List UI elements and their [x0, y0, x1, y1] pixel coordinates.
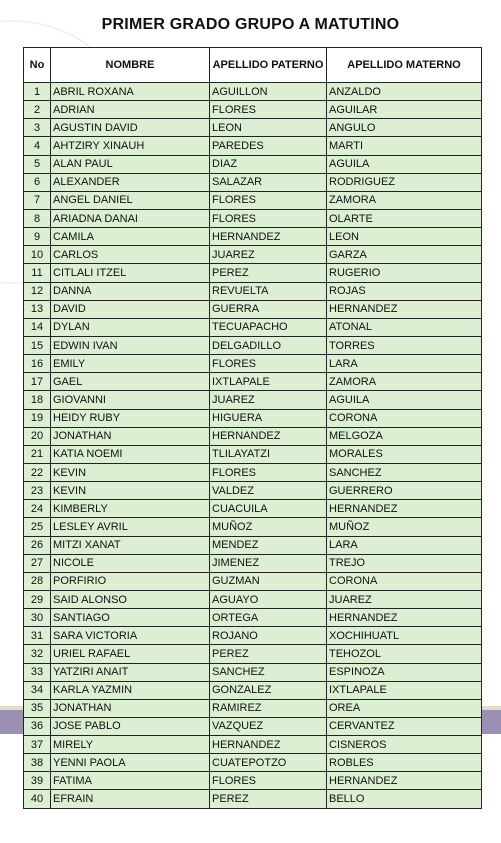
table-row: [24, 173, 482, 191]
cell-apellido-materno: OREA: [327, 699, 482, 717]
table-row: [24, 318, 482, 336]
cell-no: 8: [24, 209, 51, 227]
cell-nombre: KATIA NOEMI: [51, 445, 210, 463]
table-row: [24, 590, 482, 608]
table-row: [24, 282, 482, 300]
cell-apellido-paterno: GUZMAN: [210, 572, 327, 590]
table-row: [24, 681, 482, 699]
cell-no: 3: [24, 119, 51, 137]
cell-no: 2: [24, 101, 51, 119]
cell-nombre: AGUSTIN DAVID: [51, 119, 210, 137]
page-title: PRIMER GRADO GRUPO A MATUTINO: [101, 16, 400, 33]
cell-apellido-materno: CORONA: [327, 572, 482, 590]
cell-nombre: ANGEL DANIEL: [51, 191, 210, 209]
table-row: [24, 717, 482, 735]
cell-apellido-paterno: PAREDES: [210, 137, 327, 155]
cell-nombre: HEIDY RUBY: [51, 409, 210, 427]
cell-apellido-paterno: HERNANDEZ: [210, 228, 327, 246]
cell-nombre: CITLALI ITZEL: [51, 264, 210, 282]
cell-nombre: KEVIN: [51, 482, 210, 500]
cell-no: 40: [24, 790, 51, 808]
cell-nombre: KEVIN: [51, 463, 210, 481]
cell-no: 19: [24, 409, 51, 427]
cell-apellido-materno: XOCHIHUATL: [327, 627, 482, 645]
table-row: [24, 463, 482, 481]
cell-no: 31: [24, 627, 51, 645]
cell-nombre: AHTZIRY XINAUH: [51, 137, 210, 155]
cell-no: 36: [24, 717, 51, 735]
cell-apellido-paterno: VAZQUEZ: [210, 717, 327, 735]
cell-no: 20: [24, 427, 51, 445]
cell-no: 14: [24, 318, 51, 336]
cell-apellido-materno: CISNEROS: [327, 736, 482, 754]
cell-nombre: ADRIAN: [51, 101, 210, 119]
table-row: [24, 409, 482, 427]
cell-no: 37: [24, 736, 51, 754]
table-row: [24, 663, 482, 681]
table-row: [24, 336, 482, 354]
cell-no: 12: [24, 282, 51, 300]
cell-nombre: SARA VICTORIA: [51, 627, 210, 645]
cell-apellido-paterno: FLORES: [210, 101, 327, 119]
cell-nombre: EFRAIN: [51, 790, 210, 808]
cell-no: 7: [24, 191, 51, 209]
cell-nombre: JONATHAN: [51, 427, 210, 445]
table-row: [24, 101, 482, 119]
cell-apellido-paterno: AGUAYO: [210, 590, 327, 608]
cell-apellido-materno: GUERRERO: [327, 482, 482, 500]
cell-no: 28: [24, 572, 51, 590]
cell-apellido-materno: LEON: [327, 228, 482, 246]
cell-apellido-paterno: LEON: [210, 119, 327, 137]
cell-apellido-materno: ROJAS: [327, 282, 482, 300]
cell-apellido-materno: TREJO: [327, 554, 482, 572]
table-row: [24, 355, 482, 373]
cell-apellido-paterno: TLILAYATZI: [210, 445, 327, 463]
cell-apellido-paterno: GONZALEZ: [210, 681, 327, 699]
cell-apellido-paterno: GUERRA: [210, 300, 327, 318]
cell-apellido-materno: TEHOZOL: [327, 645, 482, 663]
cell-nombre: GIOVANNI: [51, 391, 210, 409]
cell-apellido-paterno: TECUAPACHO: [210, 318, 327, 336]
cell-apellido-paterno: SALAZAR: [210, 173, 327, 191]
table-row: [24, 83, 482, 101]
cell-apellido-materno: LARA: [327, 355, 482, 373]
cell-no: 26: [24, 536, 51, 554]
cell-nombre: YATZIRI ANAIT: [51, 663, 210, 681]
cell-apellido-paterno: REVUELTA: [210, 282, 327, 300]
cell-apellido-materno: LARA: [327, 536, 482, 554]
table-row: [24, 228, 482, 246]
cell-nombre: PORFIRIO: [51, 572, 210, 590]
cell-nombre: ALAN PAUL: [51, 155, 210, 173]
cell-apellido-paterno: MENDEZ: [210, 536, 327, 554]
cell-apellido-paterno: DIAZ: [210, 155, 327, 173]
cell-no: 21: [24, 445, 51, 463]
table-row: [24, 536, 482, 554]
cell-apellido-materno: HERNANDEZ: [327, 300, 482, 318]
cell-apellido-materno: AGUILA: [327, 155, 482, 173]
cell-nombre: MIRELY: [51, 736, 210, 754]
cell-nombre: MITZI XANAT: [51, 536, 210, 554]
cell-nombre: JONATHAN: [51, 699, 210, 717]
cell-apellido-materno: JUAREZ: [327, 590, 482, 608]
cell-apellido-paterno: HERNANDEZ: [210, 736, 327, 754]
table-row: [24, 500, 482, 518]
cell-apellido-materno: RUGERIO: [327, 264, 482, 282]
cell-no: 16: [24, 355, 51, 373]
cell-apellido-materno: CERVANTEZ: [327, 717, 482, 735]
table-row: [24, 209, 482, 227]
cell-no: 18: [24, 391, 51, 409]
cell-apellido-materno: ANZALDO: [327, 83, 482, 101]
cell-no: 10: [24, 246, 51, 264]
cell-no: 27: [24, 554, 51, 572]
table-row: [24, 609, 482, 627]
cell-apellido-materno: ROBLES: [327, 754, 482, 772]
table-row: [24, 736, 482, 754]
cell-nombre: FATIMA: [51, 772, 210, 790]
table-row: [24, 772, 482, 790]
cell-apellido-paterno: HERNANDEZ: [210, 427, 327, 445]
cell-apellido-paterno: FLORES: [210, 191, 327, 209]
cell-nombre: DAVID: [51, 300, 210, 318]
cell-no: 5: [24, 155, 51, 173]
cell-apellido-materno: GARZA: [327, 246, 482, 264]
cell-nombre: NICOLE: [51, 554, 210, 572]
table-row: [24, 754, 482, 772]
table-row: [24, 300, 482, 318]
table-row: [24, 445, 482, 463]
cell-apellido-materno: MARTI: [327, 137, 482, 155]
cell-no: 11: [24, 264, 51, 282]
cell-apellido-paterno: FLORES: [210, 463, 327, 481]
table-row: [24, 518, 482, 536]
cell-nombre: JOSE PABLO: [51, 717, 210, 735]
cell-apellido-materno: ZAMORA: [327, 373, 482, 391]
cell-apellido-paterno: IXTLAPALE: [210, 373, 327, 391]
cell-no: 23: [24, 482, 51, 500]
table-row: [24, 137, 482, 155]
cell-apellido-paterno: PEREZ: [210, 645, 327, 663]
cell-nombre: URIEL RAFAEL: [51, 645, 210, 663]
cell-apellido-paterno: PEREZ: [210, 264, 327, 282]
cell-nombre: KIMBERLY: [51, 500, 210, 518]
cell-no: 22: [24, 463, 51, 481]
cell-apellido-materno: RODRIGUEZ: [327, 173, 482, 191]
cell-no: 6: [24, 173, 51, 191]
cell-apellido-paterno: CUACUILA: [210, 500, 327, 518]
cell-apellido-paterno: PEREZ: [210, 790, 327, 808]
cell-no: 4: [24, 137, 51, 155]
cell-apellido-materno: MORALES: [327, 445, 482, 463]
cell-apellido-materno: OLARTE: [327, 209, 482, 227]
cell-no: 1: [24, 83, 51, 101]
cell-nombre: CARLOS: [51, 246, 210, 264]
cell-no: 24: [24, 500, 51, 518]
cell-no: 32: [24, 645, 51, 663]
table-row: [24, 191, 482, 209]
student-table: [23, 47, 482, 809]
cell-apellido-paterno: RAMIREZ: [210, 699, 327, 717]
table-row: [24, 246, 482, 264]
cell-no: 34: [24, 681, 51, 699]
cell-apellido-materno: SANCHEZ: [327, 463, 482, 481]
cell-apellido-materno: MUÑOZ: [327, 518, 482, 536]
cell-apellido-materno: IXTLAPALE: [327, 681, 482, 699]
cell-apellido-materno: ATONAL: [327, 318, 482, 336]
cell-apellido-materno: ESPINOZA: [327, 663, 482, 681]
table-header-row: [24, 48, 482, 83]
table-row: [24, 790, 482, 808]
table-row: [24, 391, 482, 409]
cell-no: 39: [24, 772, 51, 790]
cell-apellido-paterno: MUÑOZ: [210, 518, 327, 536]
cell-nombre: YENNI PAOLA: [51, 754, 210, 772]
cell-nombre: ABRIL ROXANA: [51, 83, 210, 101]
cell-no: 29: [24, 590, 51, 608]
cell-apellido-materno: AGUILAR: [327, 101, 482, 119]
cell-nombre: SAID ALONSO: [51, 590, 210, 608]
table-row: [24, 699, 482, 717]
cell-apellido-paterno: CUATEPOTZO: [210, 754, 327, 772]
table-row: [24, 554, 482, 572]
cell-nombre: SANTIAGO: [51, 609, 210, 627]
cell-apellido-materno: ANGULO: [327, 119, 482, 137]
table-row: [24, 627, 482, 645]
cell-apellido-materno: AGUILA: [327, 391, 482, 409]
cell-apellido-materno: CORONA: [327, 409, 482, 427]
cell-apellido-paterno: DELGADILLO: [210, 336, 327, 354]
cell-apellido-paterno: FLORES: [210, 355, 327, 373]
student-list: [23, 47, 481, 809]
cell-no: 33: [24, 663, 51, 681]
cell-apellido-materno: HERNANDEZ: [327, 609, 482, 627]
cell-nombre: DYLAN: [51, 318, 210, 336]
table-row: [24, 373, 482, 391]
cell-apellido-materno: TORRES: [327, 336, 482, 354]
table-row: [24, 264, 482, 282]
cell-no: 30: [24, 609, 51, 627]
cell-apellido-paterno: ROJANO: [210, 627, 327, 645]
cell-apellido-paterno: JIMENEZ: [210, 554, 327, 572]
cell-apellido-paterno: SANCHEZ: [210, 663, 327, 681]
cell-nombre: ARIADNA DANAI: [51, 209, 210, 227]
cell-apellido-paterno: AGUILLON: [210, 83, 327, 101]
cell-apellido-paterno: FLORES: [210, 209, 327, 227]
header-nombre: NOMBRE: [51, 48, 210, 83]
cell-no: 25: [24, 518, 51, 536]
table-row: [24, 645, 482, 663]
table-row: [24, 155, 482, 173]
cell-apellido-materno: BELLO: [327, 790, 482, 808]
cell-nombre: EMILY: [51, 355, 210, 373]
table-row: [24, 572, 482, 590]
cell-nombre: EDWIN IVAN: [51, 336, 210, 354]
table-row: [24, 427, 482, 445]
cell-apellido-materno: ZAMORA: [327, 191, 482, 209]
cell-no: 13: [24, 300, 51, 318]
cell-nombre: DANNA: [51, 282, 210, 300]
cell-no: 38: [24, 754, 51, 772]
table-body: [24, 83, 482, 809]
cell-nombre: ALEXANDER: [51, 173, 210, 191]
cell-nombre: LESLEY AVRIL: [51, 518, 210, 536]
cell-apellido-materno: HERNANDEZ: [327, 772, 482, 790]
cell-apellido-paterno: JUAREZ: [210, 391, 327, 409]
cell-nombre: KARLA YAZMIN: [51, 681, 210, 699]
cell-nombre: CAMILA: [51, 228, 210, 246]
cell-apellido-paterno: ORTEGA: [210, 609, 327, 627]
cell-nombre: GAEL: [51, 373, 210, 391]
table-row: [24, 482, 482, 500]
cell-no: 35: [24, 699, 51, 717]
header-apellido-materno: APELLIDO MATERNO: [327, 48, 482, 83]
header-apellido-paterno: APELLIDO PATERNO: [210, 48, 327, 83]
cell-no: 9: [24, 228, 51, 246]
cell-apellido-materno: MELGOZA: [327, 427, 482, 445]
cell-no: 15: [24, 336, 51, 354]
cell-apellido-paterno: HIGUERA: [210, 409, 327, 427]
cell-apellido-paterno: JUAREZ: [210, 246, 327, 264]
cell-apellido-paterno: VALDEZ: [210, 482, 327, 500]
table-row: [24, 119, 482, 137]
cell-apellido-paterno: FLORES: [210, 772, 327, 790]
cell-no: 17: [24, 373, 51, 391]
cell-apellido-materno: HERNANDEZ: [327, 500, 482, 518]
header-no: No: [24, 48, 51, 83]
